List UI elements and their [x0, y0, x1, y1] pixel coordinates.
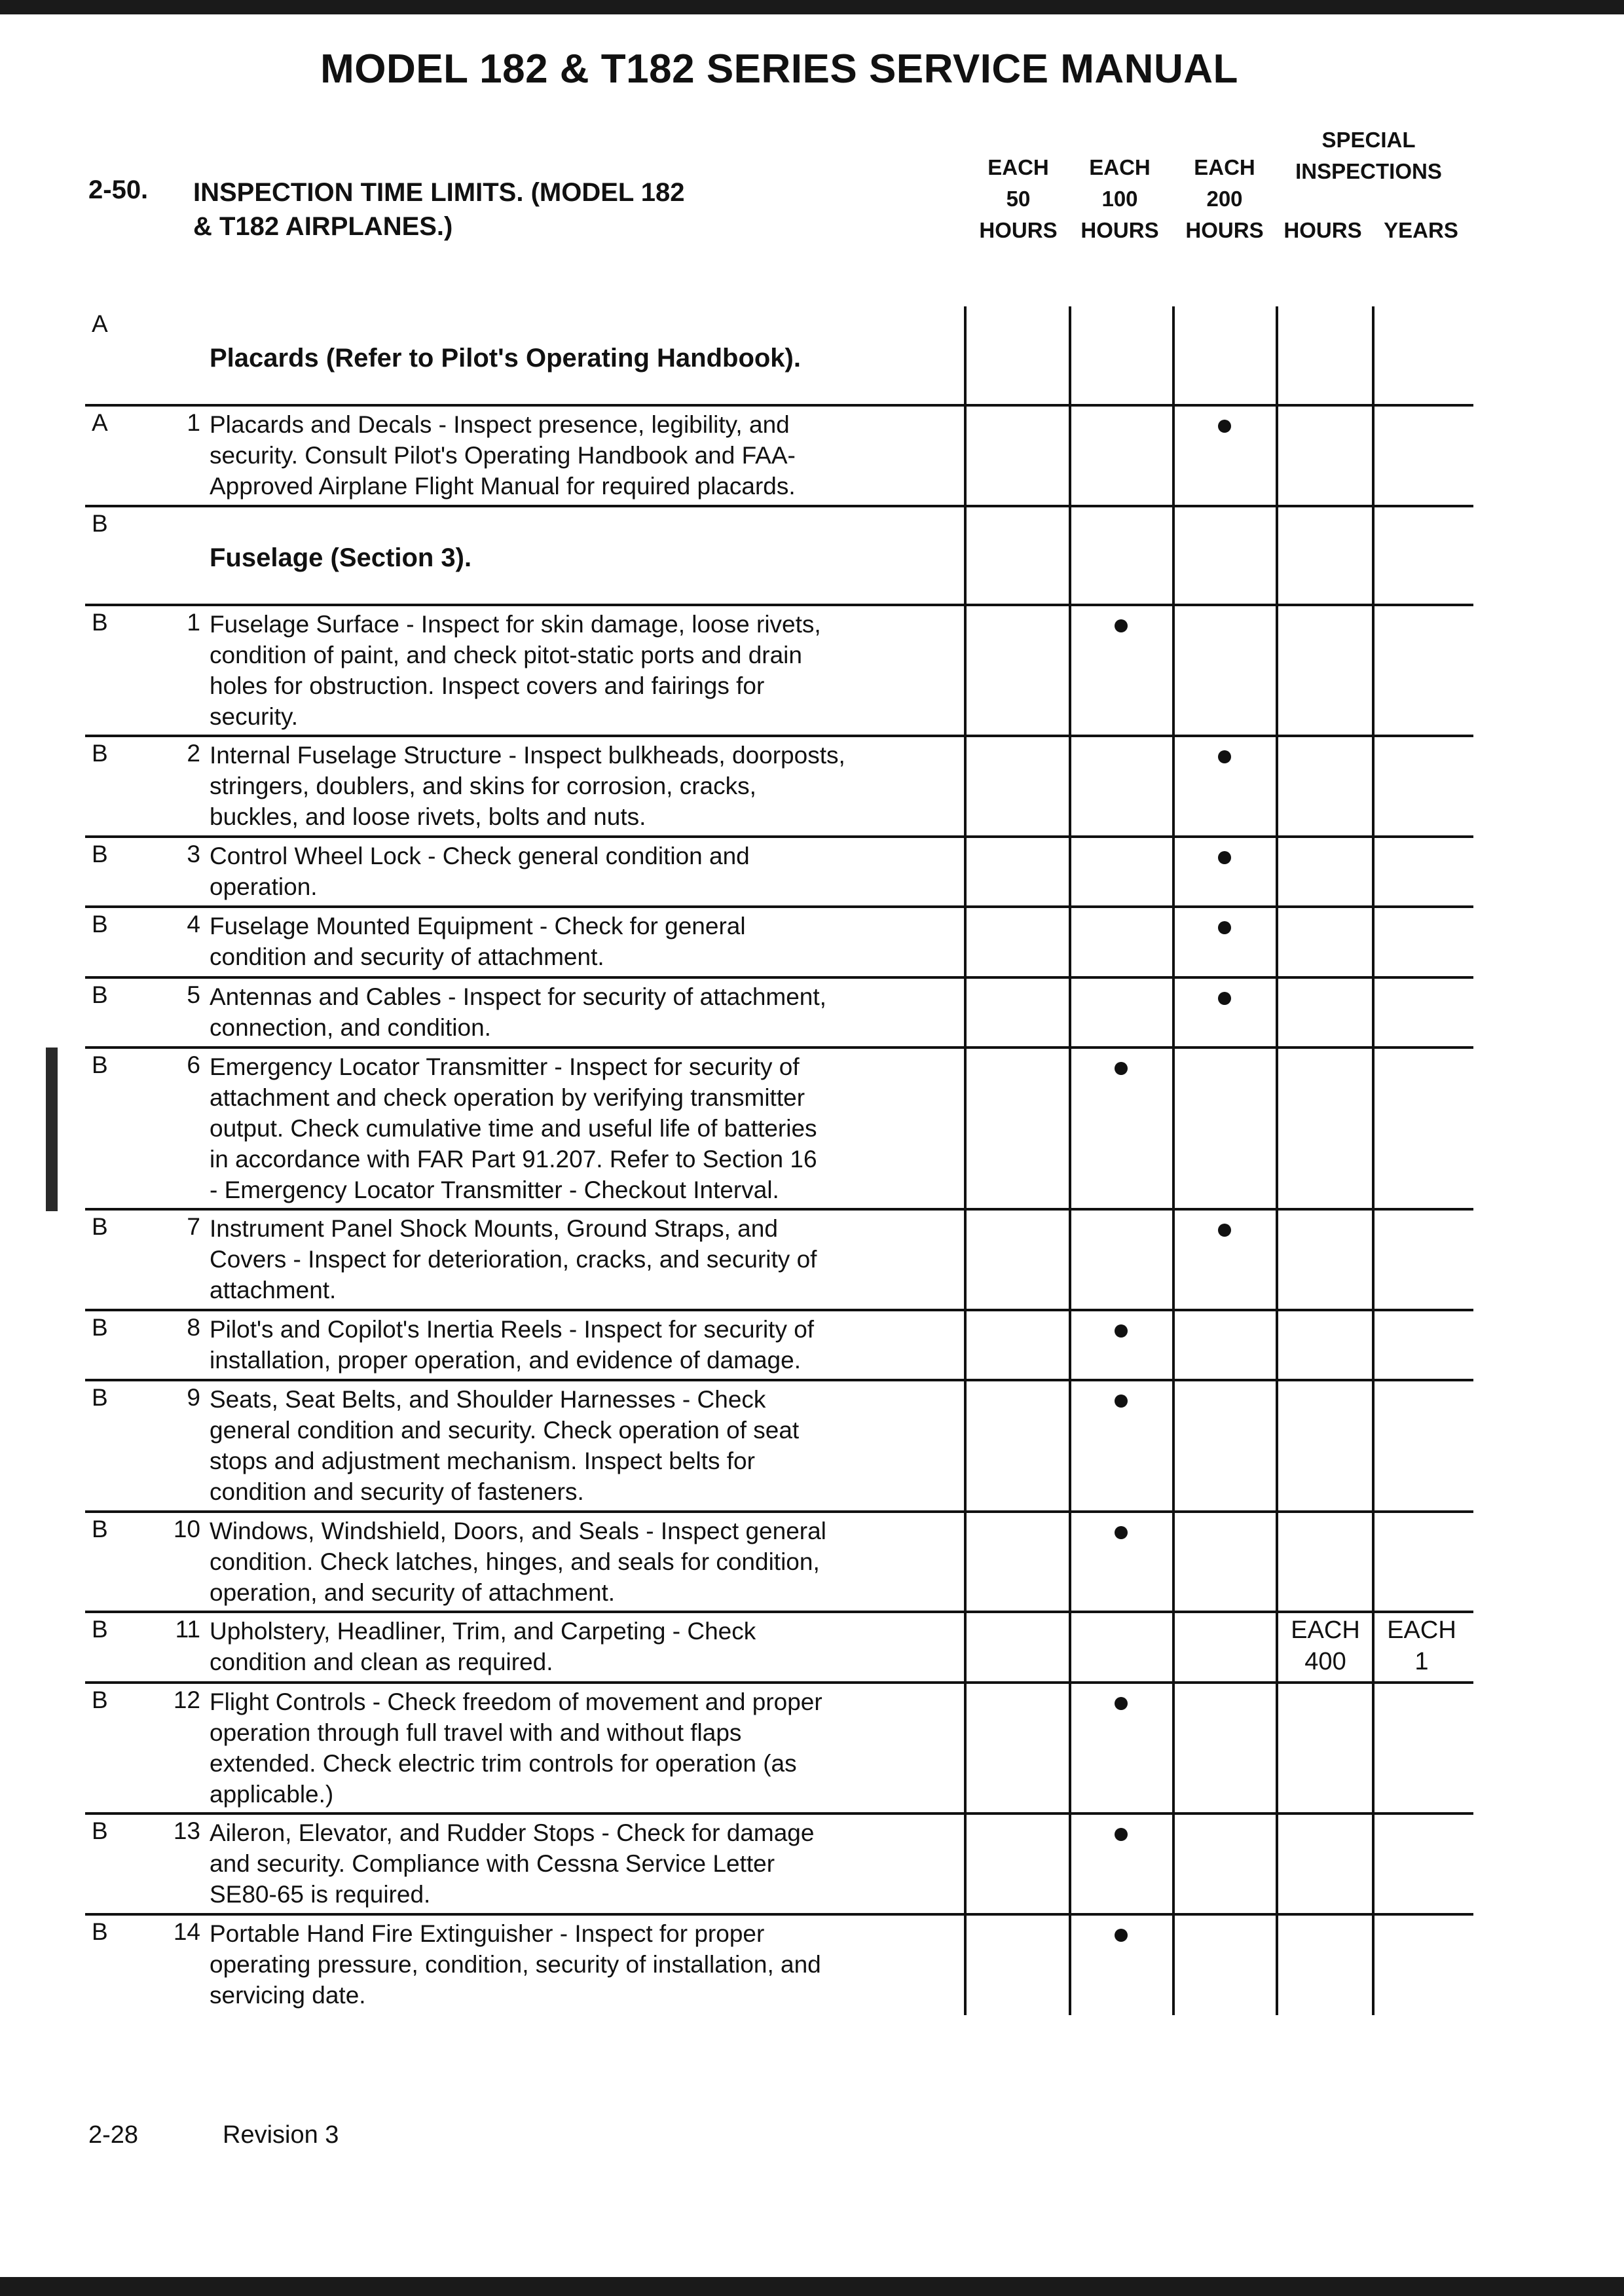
section-number: 2-50. [88, 175, 149, 204]
interval-marker-each-100 [1115, 1828, 1128, 1841]
row-description-line: SE80-65 is required. [210, 1881, 431, 1908]
interval-marker-each-200 [1218, 851, 1231, 864]
row-description-line: holes for obstruction. Inspect covers and fairings for [210, 672, 765, 699]
row-description [210, 1314, 963, 1376]
interval-marker-each-100 [1115, 1929, 1128, 1942]
special-hours-line: EACH [1291, 1616, 1360, 1645]
col-header-special-l2: INSPECTIONS [1295, 159, 1442, 183]
row-description-line: servicing date. [210, 1982, 366, 2009]
row-description-line: buckles, and loose rivets, bolts and nuts. [210, 803, 646, 831]
row-description-line: stringers, doublers, and skins for corrosion, cracks, [210, 773, 756, 800]
row-item-number: 6 [187, 1051, 200, 1078]
row-category: B [92, 740, 108, 767]
section-title [193, 175, 783, 244]
row-category: B [92, 1817, 108, 1845]
row-description-line: operation, and security of attachment. [210, 1578, 616, 1606]
row-description [210, 1817, 963, 1910]
row-description-line: Pilot's and Copilot's Inertia Reels - Inspect for security of [210, 1315, 815, 1343]
row-item-number: 4 [187, 911, 200, 938]
special-hours-value [1280, 1614, 1371, 1677]
interval-marker-each-200 [1218, 750, 1231, 763]
row-description-line: - Emergency Locator Transmitter - Checkout Interval. [210, 1176, 779, 1203]
row-description [210, 609, 963, 732]
scan-border-bottom [0, 2277, 1624, 2296]
special-hours-line: 400 [1304, 1648, 1346, 1676]
row-description-line: condition of paint, and check pitot-static ports and drain [210, 641, 802, 668]
row-description [210, 841, 963, 902]
column-divider [1276, 306, 1278, 2015]
row-category: B [92, 1313, 108, 1341]
row-item-number: 14 [173, 1918, 200, 1946]
row-item-number: 2 [187, 740, 200, 767]
table-section-row [0, 306, 1624, 405]
row-item-number: 13 [173, 1817, 200, 1845]
row-description [210, 1213, 963, 1305]
table-row [0, 736, 1624, 837]
row-description-line: operating pressure, condition, security of installation, and [210, 1951, 821, 1978]
col-header-each-50-l2: 50 [1006, 187, 1031, 211]
row-description-line: in accordance with FAR Part 91.207. Refer to Section 16 [210, 1145, 817, 1173]
row-category: B [92, 1384, 108, 1412]
column-divider [964, 306, 967, 2015]
row-description-line: Approved Airplane Flight Manual for required placards. [210, 472, 796, 500]
row-category: B [92, 1051, 108, 1078]
row-description-line: stops and adjustment mechanism. Inspect belts for [210, 1448, 755, 1475]
row-item-number: 12 [173, 1686, 200, 1713]
row-description [210, 1384, 963, 1507]
column-divider [1372, 306, 1375, 2015]
row-description-line: Windows, Windshield, Doors, and Seals - Inspect general [210, 1517, 826, 1544]
row-description-line: applicable.) [210, 1780, 334, 1808]
table-row [0, 837, 1624, 907]
row-description-line: attachment and check operation by verifying transmitter [210, 1084, 805, 1111]
row-description-line: and security. Compliance with Cessna Service Letter [210, 1850, 775, 1878]
interval-marker-each-200 [1218, 992, 1231, 1005]
col-header-each-50 [966, 152, 1071, 246]
interval-marker-each-100 [1115, 619, 1128, 632]
row-category: B [92, 1918, 108, 1946]
interval-marker-each-100 [1115, 1062, 1128, 1075]
row-description [210, 1516, 963, 1608]
row-item-number: 8 [187, 1313, 200, 1341]
table-row [0, 1048, 1624, 1209]
row-item-number: 3 [187, 841, 200, 868]
row-description-line: Fuselage Surface - Inspect for skin damage, loose rivets, [210, 610, 821, 638]
row-heading: Fuselage (Section 3). [210, 543, 472, 573]
row-category: B [92, 841, 108, 868]
col-header-special-l1: SPECIAL [1321, 128, 1416, 152]
row-description [210, 1918, 963, 2011]
column-divider [1172, 306, 1175, 2015]
row-item-number: 7 [187, 1212, 200, 1240]
row-item-number: 1 [187, 608, 200, 636]
row-category: B [92, 1616, 108, 1643]
interval-marker-each-100 [1115, 1697, 1128, 1710]
table-row [0, 405, 1624, 506]
special-years-line: EACH [1387, 1616, 1456, 1645]
col-header-each-50-l1: EACH [987, 155, 1049, 179]
table-row [0, 1310, 1624, 1380]
col-header-each-100 [1067, 152, 1172, 246]
interval-marker-each-200 [1218, 921, 1231, 934]
table-row [0, 1380, 1624, 1512]
row-category: A [92, 310, 108, 337]
row-category: B [92, 911, 108, 938]
col-header-each-100-l1: EACH [1089, 155, 1151, 179]
table-row [0, 907, 1624, 977]
interval-marker-each-100 [1115, 1526, 1128, 1539]
row-description [210, 1686, 963, 1810]
interval-marker-each-200 [1218, 420, 1231, 433]
row-description-line: Control Wheel Lock - Check general condition and [210, 843, 750, 870]
row-description-line: Upholstery, Headliner, Trim, and Carpeting - Check [210, 1618, 756, 1645]
table-row [0, 1209, 1624, 1310]
table-row [0, 977, 1624, 1048]
col-header-each-200-l3: HOURS [1185, 218, 1264, 242]
col-header-each-200-l1: EACH [1194, 155, 1255, 179]
row-description [210, 911, 963, 972]
table-row [0, 1683, 1624, 1814]
revision-label: Revision 3 [223, 2121, 339, 2149]
scan-border-top [0, 0, 1624, 14]
row-description [210, 409, 963, 501]
row-category: B [92, 608, 108, 636]
row-description-line: output. Check cumulative time and useful life of batteries [210, 1114, 817, 1142]
section-title-line-2: & T182 AIRPLANES.) [193, 212, 453, 241]
table-row [0, 1612, 1624, 1682]
row-description-line: operation. [210, 873, 318, 901]
table-row [0, 1914, 1624, 2015]
row-category: B [92, 981, 108, 1008]
row-description-line: condition. Check latches, hinges, and seals for condition, [210, 1548, 820, 1575]
row-description [210, 981, 963, 1043]
row-description-line: Flight Controls - Check freedom of movement and proper [210, 1688, 822, 1715]
row-category: A [92, 409, 108, 436]
row-description-line: condition and security of attachment. [210, 943, 604, 971]
row-description-line: extended. Check electric trim controls for operation (as [210, 1749, 797, 1777]
row-description-line: Antennas and Cables - Inspect for security of attachment, [210, 983, 826, 1010]
row-description [210, 1616, 963, 1677]
row-description-line: security. Consult Pilot's Operating Handbook and FAA- [210, 441, 796, 469]
row-item-number: 11 [175, 1616, 200, 1643]
column-divider [1069, 306, 1071, 2015]
row-description-line: installation, proper operation, and evidence of damage. [210, 1346, 801, 1374]
special-years-value [1376, 1614, 1467, 1677]
col-header-each-200 [1172, 152, 1277, 246]
row-description-line: condition and security of fasteners. [210, 1478, 584, 1506]
row-description-line: operation through full travel with and without flaps [210, 1719, 742, 1746]
row-heading: Placards (Refer to Pilot's Operating Handbook). [210, 344, 801, 373]
row-description-line: general condition and security. Check operation of seat [210, 1417, 800, 1444]
table-row [0, 605, 1624, 737]
row-description-line: Internal Fuselage Structure - Inspect bulkheads, doorposts, [210, 742, 845, 769]
table-row [0, 1813, 1624, 1914]
interval-marker-each-100 [1115, 1324, 1128, 1338]
row-description-line: Emergency Locator Transmitter - Inspect for security of [210, 1053, 800, 1080]
table-section-row [0, 506, 1624, 605]
row-description-line: Portable Hand Fire Extinguisher - Inspect for proper [210, 1920, 765, 1948]
special-years-line: 1 [1414, 1648, 1429, 1676]
row-description-line: attachment. [210, 1276, 337, 1303]
row-item-number: 5 [187, 981, 200, 1008]
page-title: MODEL 182 & T182 SERIES SERVICE MANUAL [320, 46, 1238, 92]
interval-marker-each-200 [1218, 1224, 1231, 1237]
table-row [0, 1512, 1624, 1613]
col-header-special-hours: HOURS [1283, 218, 1362, 242]
col-header-special [1270, 124, 1467, 187]
row-item-number: 1 [187, 409, 200, 436]
col-header-special-years: YEARS [1384, 218, 1458, 242]
row-item-number: 9 [187, 1384, 200, 1412]
row-description [210, 1051, 963, 1205]
interval-marker-each-100 [1115, 1394, 1128, 1408]
page-number: 2-28 [88, 2121, 139, 2149]
row-description-line: Placards and Decals - Inspect presence, legibility, and [210, 410, 790, 438]
row-description-line: security. [210, 702, 299, 730]
row-description-line: Aileron, Elevator, and Rudder Stops - Check for damage [210, 1819, 815, 1847]
row-category: B [92, 1212, 108, 1240]
row-category: B [92, 1515, 108, 1542]
row-description-line: connection, and condition. [210, 1013, 491, 1041]
row-description-line: Seats, Seat Belts, and Shoulder Harnesses - Check [210, 1386, 766, 1413]
section-title-line-1: INSPECTION TIME LIMITS. (MODEL 182 [193, 178, 685, 207]
row-category: B [92, 1686, 108, 1713]
row-description [210, 740, 963, 832]
col-header-each-100-l2: 100 [1101, 187, 1138, 211]
col-header-each-50-l3: HOURS [979, 218, 1058, 242]
row-item-number: 10 [173, 1515, 200, 1542]
row-description-line: Fuselage Mounted Equipment - Check for general [210, 913, 746, 940]
row-category: B [92, 509, 108, 537]
row-description-line: Covers - Inspect for deterioration, cracks, and security of [210, 1245, 817, 1273]
row-description-line: Instrument Panel Shock Mounts, Ground Straps, and [210, 1214, 778, 1242]
col-header-each-100-l3: HOURS [1080, 218, 1159, 242]
row-description-line: condition and clean as required. [210, 1649, 553, 1676]
col-header-each-200-l2: 200 [1206, 187, 1243, 211]
